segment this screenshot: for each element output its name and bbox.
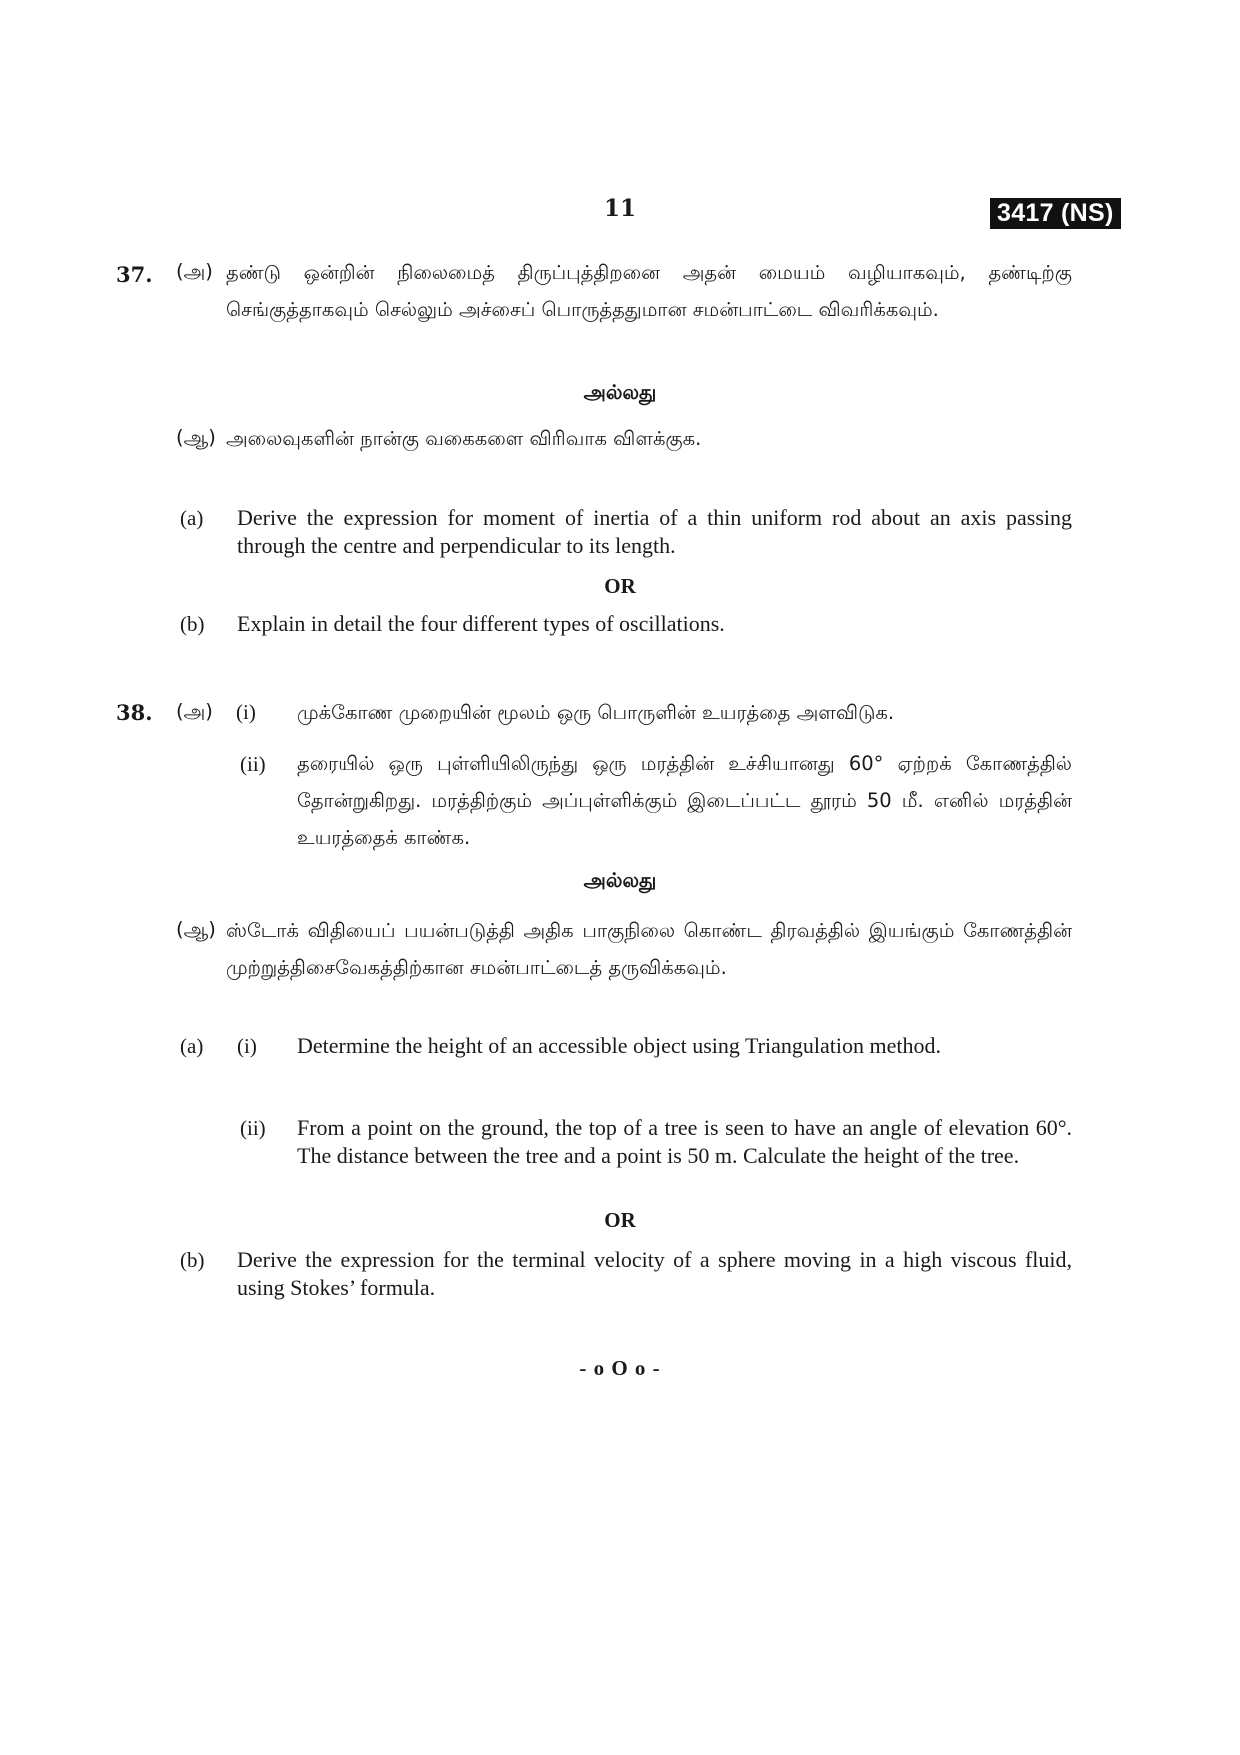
sub-part-label: (ii) xyxy=(240,752,266,776)
tamil-option-a-text: தண்டு ஒன்றின் நிலைமைத் திருப்புத்திறனை அதன் மையம் வழியாகவும், தண்டிற்கு செங்குத்தாகவும் செல்லும் அச்சைப் பொருத்ததுமான சமன்பாட்டை விவரிக்கவும். xyxy=(226,261,1072,321)
option-label: (அ) xyxy=(176,700,213,723)
tamil-option-b-text: ஸ்டோக் விதியைப் பயன்படுத்தி அதிக பாகுநிலை கொண்ட திரவத்தில் இயங்கும் கோணத்தின் முற்றுத்திசைவேகத்திற்கான சமன்பாட்டைத் தருவிக்கவும். xyxy=(226,919,1072,979)
page-number: 11 xyxy=(603,195,636,222)
end-of-paper-mark: - o O o - xyxy=(579,1356,661,1380)
english-option-a-ii-text: From a point on the ground, the top of a tree is seen to have an angle of elevation 60°. The distance between the tree and a point is 50 m. Calculate the height of the tree. xyxy=(297,1115,1072,1168)
english-option-b-text: Explain in detail the four different types of oscillations. xyxy=(237,611,725,636)
question-number: 37. xyxy=(116,262,153,287)
option-label: (ஆ) xyxy=(176,918,216,941)
question-number: 38. xyxy=(116,700,153,725)
option-label: (அ) xyxy=(176,260,213,283)
option-label: (a) xyxy=(180,506,204,530)
sub-part-label: (i) xyxy=(236,700,256,724)
sub-part-label: (i) xyxy=(237,1034,257,1058)
option-label: (a) xyxy=(180,1034,204,1058)
tamil-option-a-ii-text: தரையில் ஒரு புள்ளியிலிருந்து ஒரு மரத்தின் உச்சியானது 60° ஏற்றக் கோணத்தில் தோன்றுகிறது. மரத்திற்கும் அப்புள்ளிக்கும் இடைப்பட்ட தூரம் 50 மீ. எனில் மரத்தின் உயரத்தைக் காண்க. xyxy=(297,752,1072,849)
english-option-a-text: Derive the expression for moment of inertia of a thin uniform rod about an axis passing through the centre and perpendicular to its length. xyxy=(237,505,1072,558)
paper-code-badge: 3417 (NS) xyxy=(990,198,1121,229)
english-option-b-text: Derive the expression for the terminal velocity of a sphere moving in a high viscous fluid, using Stokes’ formula. xyxy=(237,1247,1072,1300)
english-or-divider: OR xyxy=(604,574,636,598)
option-label: (b) xyxy=(180,1248,205,1272)
sub-part-label: (ii) xyxy=(240,1116,266,1140)
tamil-or-divider: அல்லது xyxy=(583,868,657,892)
tamil-option-a-i-text: முக்கோண முறையின் மூலம் ஒரு பொருளின் உயரத்தை அளவிடுக. xyxy=(297,701,895,724)
option-label: (ஆ) xyxy=(176,426,216,449)
tamil-or-divider: அல்லது xyxy=(583,380,657,404)
english-or-divider: OR xyxy=(604,1208,636,1232)
english-option-a-i-text: Determine the height of an accessible object using Triangulation method. xyxy=(297,1033,941,1058)
tamil-option-b-text: அலைவுகளின் நான்கு வகைகளை விரிவாக விளக்குக. xyxy=(226,427,702,450)
option-label: (b) xyxy=(180,612,205,636)
